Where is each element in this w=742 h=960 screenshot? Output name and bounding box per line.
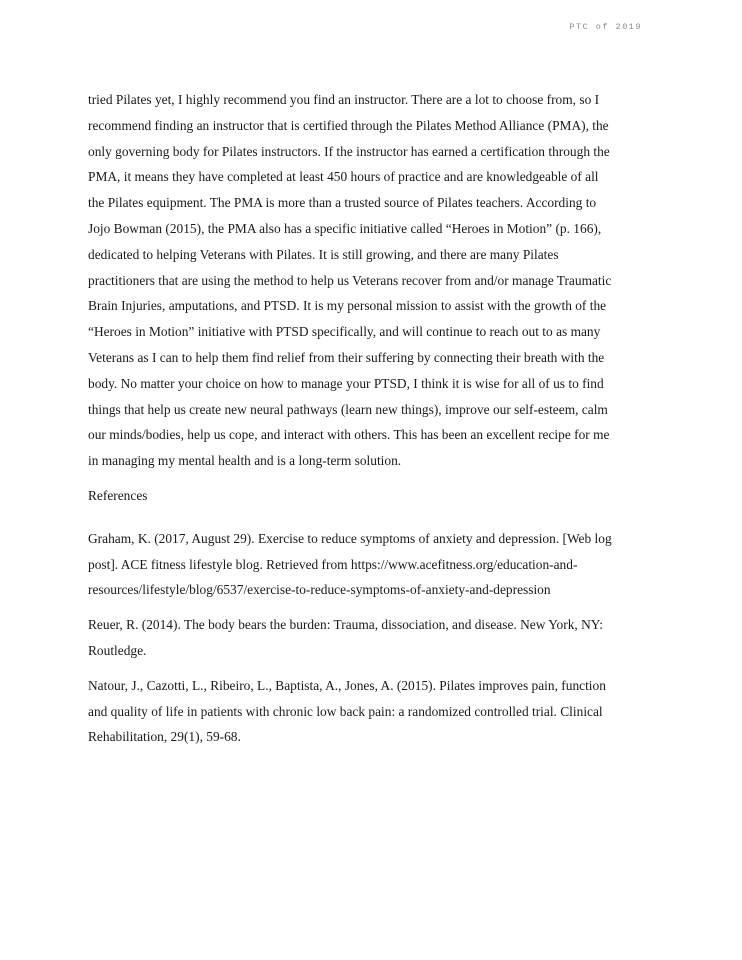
reference-entry-2: Reuer, R. (2014). The body bears the burden: Trauma, dissociation, and disease. New York, NY: Routledge. [88, 617, 603, 658]
reference-entry-1: Graham, K. (2017, August 29). Exercise to reduce symptoms of anxiety and depression. [Web log post]. ACE fitness lifestyle blog. Retrieved from https://www.acefitness.org/education-and-resources/lifestyle/blog/6537/exercise-to-reduce-symptoms-of-anxiety-and-depression [88, 530, 612, 598]
references-heading: References [88, 487, 148, 503]
reference-entry-3: Natour, J., Cazotti, L., Ribeiro, L., Baptista, A., Jones, A. (2015). Pilates improves pain, function and quality of life in patients with chronic low back pain: a randomized controlled trial. Clinical Rehabilitation, 29(1), 59-68. [88, 677, 606, 745]
document-body [88, 87, 612, 759]
body-paragraph: tried Pilates yet, I highly recommend you find an instructor. There are a lot to choose from, so I recommend finding an instructor that is certified through the Pilates Method Alliance (PMA), the only governing body for Pilates instructors. If the instructor has earned a certification through the PMA, it means they have completed at least 450 hours of practice and are knowledgeable of all the Pilates equipment. The PMA is more than a trusted source of Pilates teachers. According to Jojo Bowman (2015), the PMA also has a specific initiative called “Heroes in Motion” (p. 166), dedicated to helping Veterans with Pilates. It is still growing, and there are many Pilates practitioners that are using the method to help us Veterans recover from and/or manage Traumatic Brain Injuries, amputations, and PTSD. It is my personal mission to assist with the growth of the “Heroes in Motion” initiative with PTSD specifically, and will continue to reach out to as many Veterans as I can to help them find relief from their suffering by connecting their breath with the body. No matter your choice on how to manage your PTSD, I think it is wise for all of us to find things that help us create new neural pathways (learn new things), improve our self-esteem, calm our minds/bodies, help us cope, and interact with others. This has been an excellent recipe for me in managing my mental health and is a long-term solution. [88, 92, 612, 469]
page-header: PTC of 2019 [569, 22, 642, 32]
